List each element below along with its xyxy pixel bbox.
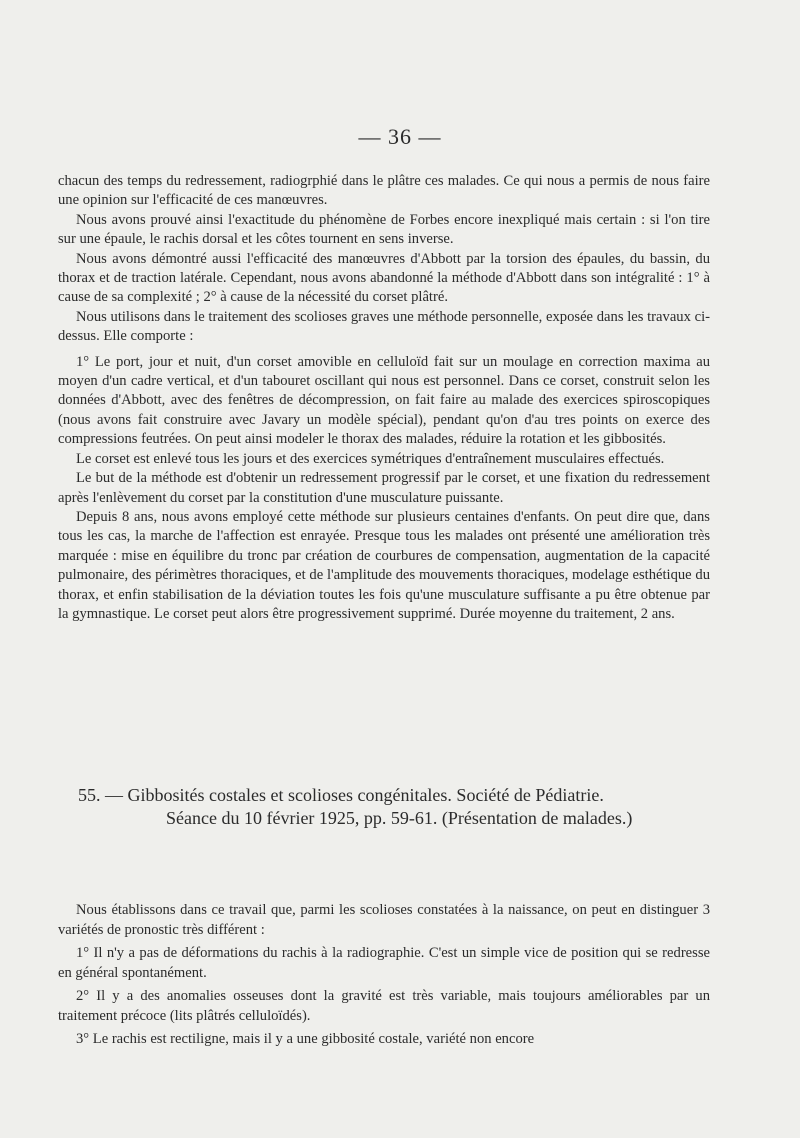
paragraph: Nous utilisons dans le traitement des scolioses graves une méthode personnelle, exposée dans les travaux ci-dessus. Elle comporte :: [58, 308, 710, 345]
main-text-block: [58, 172, 710, 624]
paragraph: Nous avons démontré aussi l'efficacité des manœuvres d'Abbott par la torsion des épaules, du bassin, du thorax et de traction latérale. Cependant, nous avons abandonné la méthode d'Abbott dans son intégralité : 1° à cause de sa complexité ; 2° à cause de la nécessité du corset plâtré.: [58, 250, 710, 306]
paragraph: Nous établissons dans ce travail que, parmi les scolioses constatées à la naissance, on peut en distinguer 3 variétés de pronostic très différent :: [58, 902, 710, 938]
paragraph: Le but de la méthode est d'obtenir un redressement progressif par le corset, et une fixation du redressement après l'enlèvement du corset par la constitution d'une musculature puissante.: [58, 470, 710, 506]
paragraph: Nous avons prouvé ainsi l'exactitude du phénomène de Forbes encore inexpliqué mais certain : si l'on tire sur une épaule, le rachis dorsal et les côtes tournent en sens inverse.: [58, 211, 710, 248]
paragraph: 1° Il n'y a pas de déformations du rachis à la radiographie. C'est un simple vice de position qui se redresse en général spontanément.: [58, 945, 710, 981]
paragraph: Le corset est enlevé tous les jours et des exercices symétriques d'entraînement musculaires effectués.: [76, 450, 665, 467]
entry-text-block: [58, 900, 710, 1052]
entry-number: 55. —: [78, 785, 123, 805]
paragraph: 3° Le rachis est rectiligne, mais il y a une gibbosité costale, variété non encore: [76, 1031, 535, 1047]
entry-title: Gibbosités costales et scolioses congénitales. Société de Pédiatrie.: [127, 785, 604, 805]
bibliography-entry: [78, 784, 710, 830]
paragraph: 1° Le port, jour et nuit, d'un corset amovible en celluloïd fait sur un moulage en correction maxima au moyen d'un cadre vertical, et d'un tabouret oscillant qui nous est personnel. Dans ce corset, construit selon les données d'Abbott, avec des fenêtres de décompression, on fait faire au malade des exercices spiroscopiques (nous avons fait construire avec Javary un modèle spécial), pendant qu'on d'au tres points on exerce des compressions feutrées. On peut ainsi modeler le thorax des malades, réduire la rotation et les gibbosités.: [58, 353, 710, 448]
paragraph: 2° Il y a des anomalies osseuses dont la gravité est très variable, mais toujours améliorables par un traitement précoce (lits plâtrés celluloïdés).: [58, 988, 710, 1024]
entry-continuation: Séance du 10 février 1925, pp. 59-61. (Présentation de malades.): [166, 808, 633, 828]
paragraph: Depuis 8 ans, nous avons employé cette méthode sur plusieurs centaines d'enfants. On peut dire que, dans tous les cas, la marche de l'affection est enrayée. Presque tous les malades ont présenté une amélioration très marquée : mise en équilibre du tronc par création de courbures de compensation, augmentation de la capacité pulmonaire, des périmètres thoraciques, et de l'amplitude des mouvements thoraciques, modelage esthétique du thorax, et enfin stabilisation de la déviation toutes les fois qu'une musculature suffisante a pu être obtenue par la gymnastique. Le corset peut alors être progressivement supprimé. Durée moyenne du traitement, 2 ans.: [58, 508, 710, 622]
page-number: — 36 —: [358, 124, 442, 149]
paragraph: chacun des temps du redressement, radiogrphié dans le plâtre ces malades. Ce qui nous a permis de nous faire une opinion sur l'efficacité de ces manœuvres.: [58, 173, 710, 209]
